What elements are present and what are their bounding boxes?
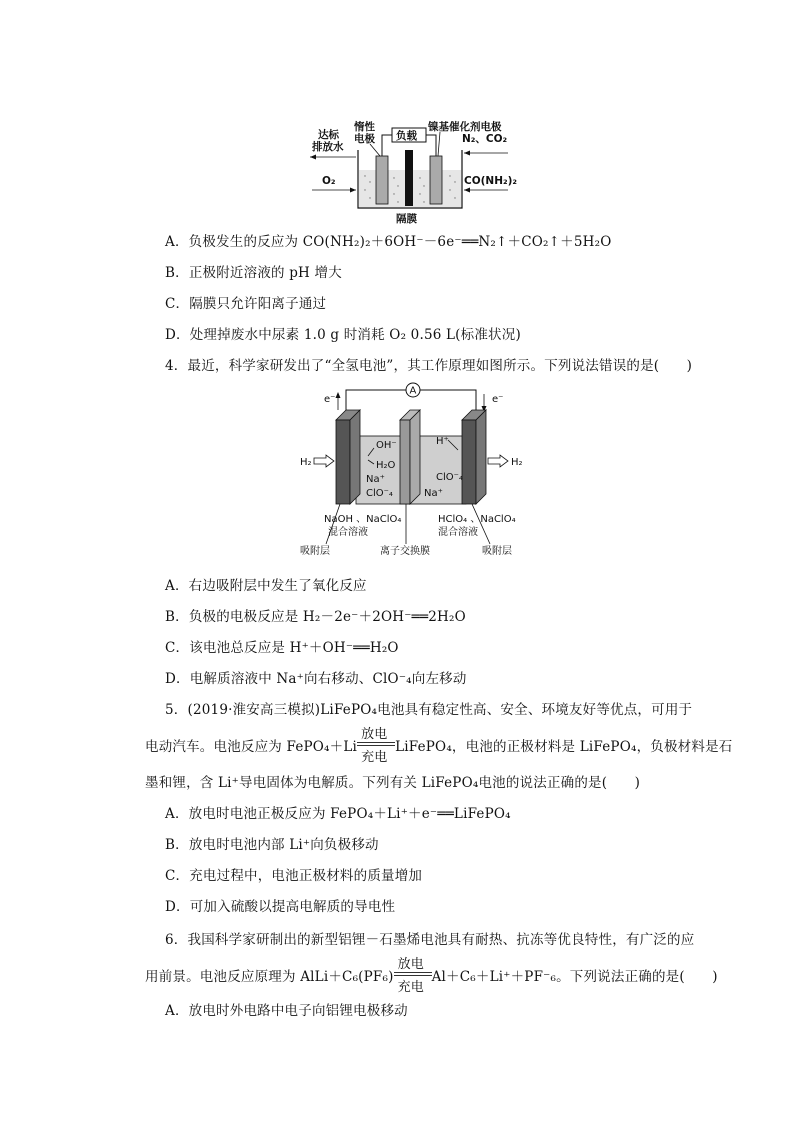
clo4-right-label: ClO⁻₄ (436, 472, 463, 483)
q5-stem-2b: LiFePO₄，电池的正极材料是 LiFePO₄，负极材料是石 (395, 739, 733, 755)
q3-option-a: A．负极发生的反应为 CO(NH₂)₂＋6OH⁻－6e⁻══N₂↑＋CO₂↑＋5H₂O (165, 234, 612, 250)
q6-stem-2b: Al＋C₆＋Li⁺＋PF⁻₆。下列说法正确的是( ) (431, 969, 718, 985)
n2-co2-label: N₂、CO₂ (462, 133, 508, 145)
q5-stem-line-3: 墨和锂，含 Li⁺导电固体为电解质。下列有关 LiFePO₄电池的说法正确的是( ) (145, 775, 641, 791)
hydrogen-battery-diagram (296, 380, 536, 560)
q4-option-c: C．该电池总反应是 H⁺＋OH⁻══H₂O (165, 640, 399, 656)
q6-stem-2a: 用前景。电池反应原理为 AlLi＋C₆(PF₆) (145, 969, 394, 985)
charge-label: 充电 (361, 750, 388, 765)
exchange-membrane-label: 离子交换膜 (380, 546, 430, 557)
q5-stem-line-2 (145, 727, 733, 765)
charge-label: 充电 (397, 980, 424, 995)
electron-right: e⁻ (492, 394, 504, 405)
membrane-label: 隔膜 (396, 213, 417, 225)
h2-left-label: H₂ (300, 457, 312, 468)
q5-option-b: B．放电时电池内部 Li⁺向负极移动 (165, 837, 379, 853)
h2-right-label: H₂ (511, 457, 523, 468)
q5-stem-2a: 电动汽车。电池反应为 FePO₄＋Li (145, 739, 358, 755)
right-solution-label-2: 混合溶液 (438, 527, 478, 538)
q4-stem: 4．最近，科学家研发出了“全氢电池”，其工作原理如图所示。下列说法错误的是( ) (165, 358, 693, 374)
q5-option-c: C．充电过程中，电池正极材料的质量增加 (165, 868, 423, 884)
oh-label: OH⁻ (376, 440, 397, 451)
adsorb-right-label: 吸附层 (482, 546, 512, 557)
discharge-label: 放电 (397, 957, 424, 972)
inert-label: 惰性 (354, 121, 375, 133)
electrode-label: 电极 (354, 133, 375, 145)
adsorb-left-label: 吸附层 (300, 546, 330, 557)
discharge-label-2: 排放水 (312, 141, 344, 153)
discharge-label-1: 达标 (318, 129, 339, 141)
q3-option-d: D．处理掉废水中尿素 1.0 g 时消耗 O₂ 0.56 L(标准状况) (165, 327, 521, 343)
na-left-label: Na⁺ (366, 474, 385, 485)
reversible-arrow-icon (357, 727, 395, 765)
urea-cell-diagram (310, 120, 518, 226)
q5-option-a: A．放电时电池正极反应为 FePO₄＋Li⁺＋e⁻══LiFePO₄ (165, 806, 511, 822)
electron-left: e⁻ (324, 394, 336, 405)
h2o-label: H₂O (376, 460, 396, 471)
q6-stem-line-2 (145, 957, 718, 995)
discharge-label: 放电 (361, 727, 388, 742)
membrane-bar (405, 150, 413, 206)
q4-option-a: A．右边吸附层中发生了氧化反应 (165, 578, 367, 594)
left-solution-label-1: NaOH 、NaClO₄ (324, 514, 402, 525)
clo4-left-label: ClO⁻₄ (366, 488, 393, 499)
q4-option-d: D．电解质溶液中 Na⁺向右移动、ClO⁻₄向左移动 (165, 671, 467, 687)
q6-stem-line-1: 6．我国科学家研制出的新型铝锂－石墨烯电池具有耐热、抗冻等优良特性，有广泛的应 (165, 932, 695, 948)
reversible-arrow-icon (394, 957, 432, 995)
h2-in-arrow (314, 455, 334, 467)
urea-label: CO(NH₂)₂ (464, 175, 518, 187)
nickel-label: 镍基催化剂电极 (428, 121, 502, 133)
left-solution-label-2: 混合溶液 (328, 527, 368, 538)
na-right-label: Na⁺ (424, 488, 443, 499)
h-plus-label: H⁺ (436, 436, 449, 447)
q3-option-b: B．正极附近溶液的 pH 增大 (165, 265, 342, 281)
q6-option-a: A．放电时外电路中电子向铝锂电极移动 (165, 1003, 408, 1019)
h2-out-arrow (488, 455, 508, 467)
nickel-electrode (430, 156, 442, 204)
load-label: 负载 (396, 130, 417, 142)
q5-option-d: D．可加入硫酸以提高电解质的导电性 (165, 899, 396, 915)
q5-stem-line-1: 5．(2019·淮安高三模拟)LiFePO₄电池具有稳定性高、安全、环境友好等优点，可用于 (165, 702, 693, 718)
inert-electrode (376, 156, 388, 204)
q4-option-b: B．负极的电极反应是 H₂－2e⁻＋2OH⁻══2H₂O (165, 609, 466, 625)
right-solution-label-1: HClO₄ 、NaClO₄ (438, 514, 516, 525)
o2-label: O₂ (322, 175, 336, 187)
ammeter-label: A (409, 385, 417, 397)
q3-option-c: C．隔膜只允许阳离子通过 (165, 296, 327, 312)
